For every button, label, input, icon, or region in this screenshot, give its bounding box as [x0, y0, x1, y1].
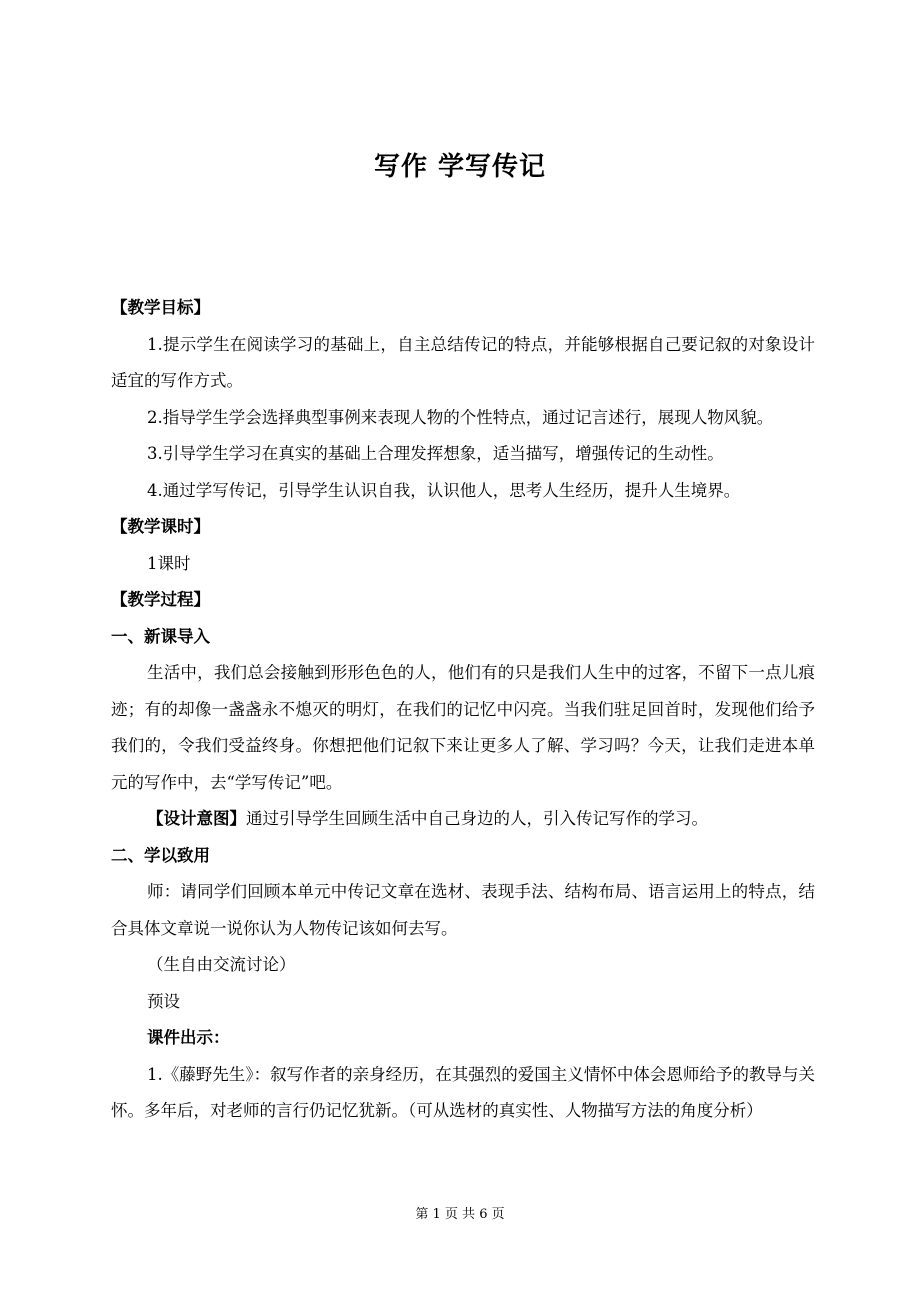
- design-intent: [111, 801, 815, 838]
- objectives-heading: 【教学目标】: [111, 298, 210, 317]
- document-body: [111, 290, 815, 1130]
- section-heading-intro: 一、新课导入: [111, 626, 210, 646]
- discussion-note: （生自由交流讨论）: [147, 955, 296, 974]
- teacher-prompt: 师：请同学们回顾本单元中传记文章在选材、表现手法、结构布局、语言运用上的特点，结合具体文章说一说你认为人物传记该如何去写。: [111, 882, 815, 938]
- page-title: 写作 学写传记: [373, 152, 547, 182]
- hours-heading: 【教学课时】: [111, 517, 210, 536]
- hours-value: 1课时: [147, 553, 191, 573]
- process-heading: 【教学过程】: [111, 590, 210, 609]
- courseware-item: 1.《藤野先生》：叙写作者的亲身经历，在其强烈的爱国主义情怀中体会恩师给予的教导与关怀。多年后，对老师的言行仍记忆犹新。（可从选材的真实性、人物描写方法的角度分析）: [111, 1064, 815, 1120]
- design-intent-text: 通过引导学生回顾生活中自己身边的人，引入传记写作的学习。: [246, 809, 708, 828]
- page-footer: 第 1 页 共 6 页: [415, 1207, 505, 1222]
- intro-paragraph: 生活中，我们总会接触到形形色色的人，他们有的只是我们人生中的过客，不留下一点儿痕迹；有的却像一盏盏永不熄灭的明灯，在我们的记忆中闪亮。当我们驻足回首时，发现他们给予我们的，令我们受益终身。你想把他们记叙下来让更多人了解、学习吗？今天，让我们走进本单元的写作中，去“学写传记”吧。: [111, 663, 815, 792]
- objective-item: 4.通过学写传记，引导学生认识自我，认识他人，思考人生经历，提升人生境界。: [147, 480, 741, 500]
- objective-item: 2.指导学生学会选择典型事例来表现人物的个性特点，通过记言述行，展现人物风貌。: [147, 407, 774, 427]
- section-heading-apply: 二、学以致用: [111, 845, 210, 865]
- design-intent-label: 【设计意图】: [147, 809, 246, 828]
- objective-item: 3.引导学生学习在真实的基础上合理发挥想象，适当描写，增强传记的生动性。: [147, 444, 724, 463]
- courseware-label: 课件出示：: [147, 1028, 230, 1047]
- preset-label: 预设: [147, 991, 180, 1011]
- objective-item: 1.提示学生在阅读学习的基础上，自主总结传记的特点，并能够根据自己要记叙的对象设计适宜的写作方式。: [111, 334, 815, 390]
